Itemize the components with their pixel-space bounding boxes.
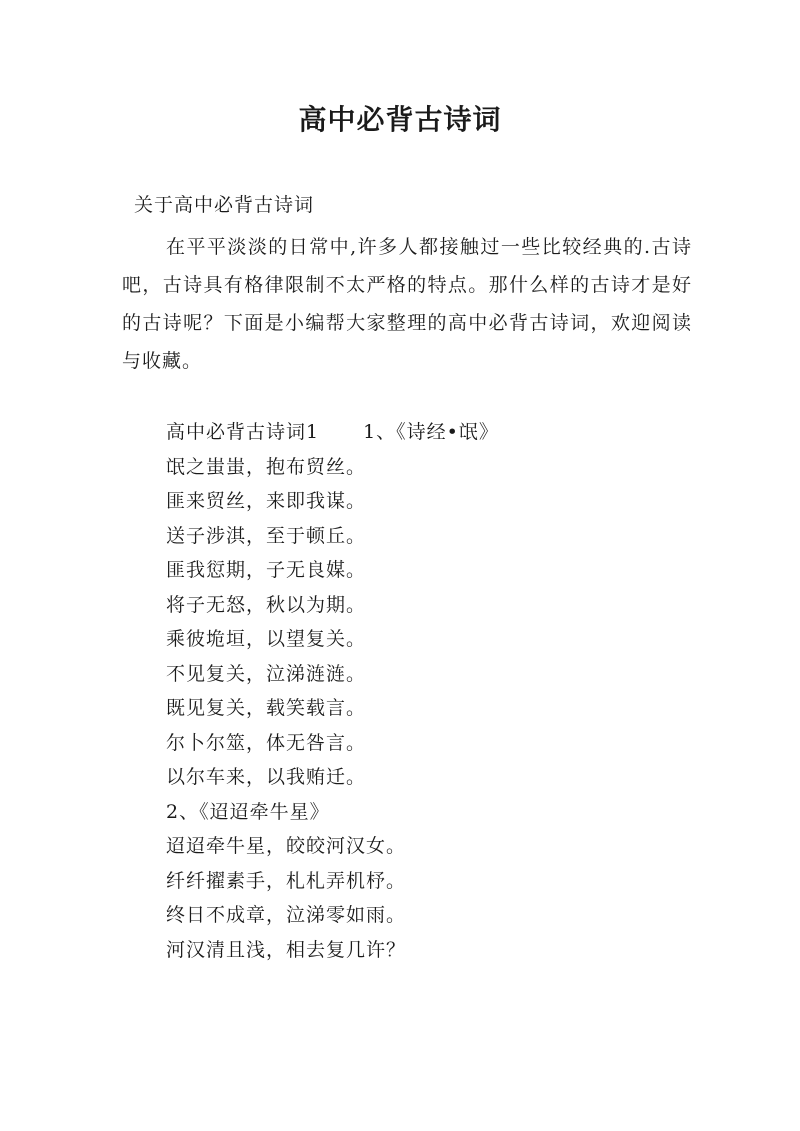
- poem-line: 河汉清且浅，相去复几许？: [166, 938, 407, 961]
- poem-line: 既见复关，载笑载言。: [166, 697, 367, 719]
- poem-line: 迢迢牵牛星，皎皎河汉女。: [166, 835, 407, 857]
- poem2-lines: [166, 829, 686, 967]
- poem2-title: 2、《迢迢牵牛星》: [166, 800, 330, 823]
- poem1-title: 1、《诗经•氓》: [363, 421, 499, 443]
- poem-section: [166, 415, 686, 967]
- poem-line: 将子无怒，秋以为期。: [166, 593, 367, 616]
- poem-line: 终日不成章，泣涕零如雨。: [166, 904, 407, 926]
- section-heading-line: [166, 415, 686, 450]
- poem-line: 纤纤擢素手，札札弄机杼。: [166, 869, 407, 892]
- poem-line: 尔卜尔筮，体无咎言。: [166, 731, 367, 754]
- document-title: 高中必背古诗词: [298, 103, 502, 136]
- document-subtitle: 关于高中必背古诗词: [134, 194, 315, 216]
- section-heading: 高中必背古诗词1: [166, 421, 320, 443]
- intro-paragraph: 在平平淡淡的日常中,许多人都接触过一些比较经典的.古诗吧，古诗具有格律限制不太严格的特点。那什么样的古诗才是好的古诗呢？下面是小编帮大家整理的高中必背古诗词，欢迎阅读与收藏。: [122, 236, 692, 372]
- poem-line: 以尔车来，以我贿迁。: [166, 766, 367, 788]
- poem1-lines: [166, 450, 686, 795]
- poem-line: 送子涉淇，至于顿丘。: [166, 524, 367, 547]
- poem-line: 不见复关，泣涕涟涟。: [166, 662, 367, 685]
- poem-line: 匪来贸丝，来即我谋。: [166, 490, 367, 512]
- poem-line: 乘彼垝垣，以望复关。: [166, 628, 367, 650]
- poem-line: 匪我愆期，子无良媒。: [166, 559, 367, 581]
- poem-line: 氓之蚩蚩，抱布贸丝。: [166, 455, 367, 478]
